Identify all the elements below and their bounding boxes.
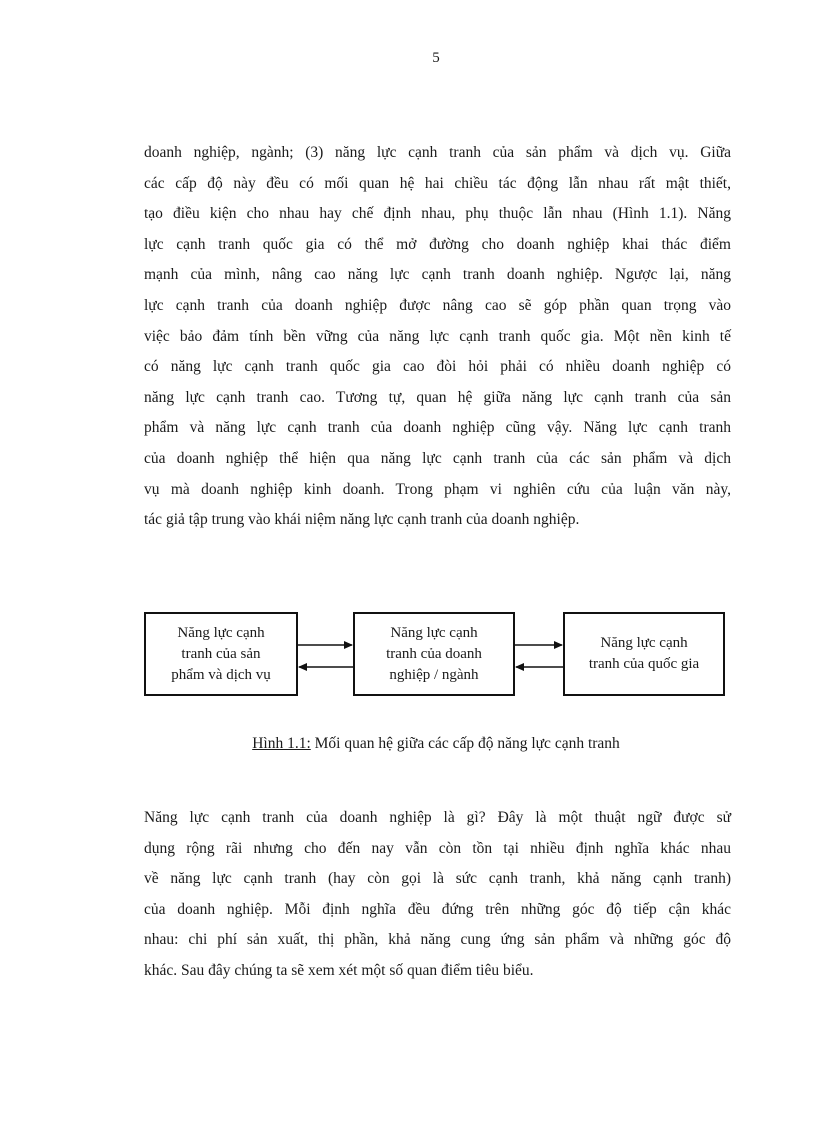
diagram-box-product-competitiveness — [144, 612, 298, 696]
text-line: phẩm và năng lực cạnh tranh của doanh nghiệp cũng vậy. Năng lực cạnh tranh — [144, 419, 731, 437]
text-line: các cấp độ này đều có mối quan hệ hai chiều tác động lẫn nhau rất mật thiết, — [144, 174, 731, 192]
figure-caption-label: Hình 1.1: — [252, 735, 311, 752]
diagram-box-enterprise-competitiveness — [353, 612, 515, 696]
text-line: tạo điều kiện cho nhau hay chế định nhau, phụ thuộc lẫn nhau (Hình 1.1). Năng — [144, 205, 731, 223]
text-line: nhau: chi phí sản xuất, thị phần, khả năng cung ứng sản phẩm và những góc độ — [144, 931, 731, 949]
figure-caption-text: Mối quan hệ giữa các cấp độ năng lực cạnh tranh — [310, 735, 620, 752]
text-line: việc bảo đảm tính bền vững của năng lực cạnh tranh quốc gia. Một nền kinh tế — [144, 327, 731, 345]
page-number: 5 — [432, 50, 440, 66]
text-line: năng lực cạnh tranh cao. Tương tự, quan hệ giữa năng lực cạnh tranh của sản — [144, 388, 731, 406]
text-line: tác giả tập trung vào khái niệm năng lực cạnh tranh của doanh nghiệp. — [144, 511, 580, 529]
text-line: có năng lực cạnh tranh quốc gia cao đòi hỏi phải có nhiều doanh nghiệp có — [144, 358, 731, 376]
text-line: dụng rộng rãi nhưng cho đến nay vẫn còn tồn tại nhiều định nghĩa khác nhau — [144, 839, 731, 857]
text-line: lực cạnh tranh quốc gia có thể mở đường cho doanh nghiệp khai thác điểm — [144, 235, 731, 253]
body-paragraph-1 — [144, 138, 731, 536]
diagram-box-national-competitiveness — [563, 612, 725, 696]
text-line: Năng lực cạnh tranh của doanh nghiệp là gì? Đây là một thuật ngữ được sử — [144, 809, 731, 826]
text-line: lực cạnh tranh của doanh nghiệp được nâng cao sẽ góp phần quan trọng vào — [144, 296, 731, 314]
figure-caption — [0, 735, 816, 753]
text-line: của doanh nghiệp thể hiện qua năng lực cạnh tranh của các sản phẩm và dịch — [144, 449, 731, 467]
text-line: khác. Sau đây chúng ta sẽ xem xét một số quan điểm tiêu biểu. — [144, 961, 534, 979]
box-label-enterprise: Năng lực cạnh tranh của doanh nghiệp / ngành — [386, 624, 482, 683]
body-paragraph-2 — [144, 803, 731, 987]
box-label-national: Năng lực cạnh tranh của quốc gia — [588, 635, 700, 672]
text-line: của doanh nghiệp. Mỗi định nghĩa đều đứng trên những góc độ tiếp cận khác — [144, 900, 731, 918]
text-line: mạnh của mình, nâng cao năng lực cạnh tranh doanh nghiệp. Ngược lại, năng — [144, 266, 731, 284]
text-line: doanh nghiệp, ngành; (3) năng lực cạnh tranh của sản phẩm và dịch vụ. Giữa — [144, 144, 731, 161]
text-line: vụ mà doanh nghiệp kinh doanh. Trong phạm vi nghiên cứu của luận văn này, — [144, 480, 731, 498]
box-label-product: Năng lực cạnh tranh của sản phẩm và dịch vụ — [171, 624, 271, 683]
text-line: về năng lực cạnh tranh (hay còn gọi là sức cạnh tranh, khả năng cạnh tranh) — [144, 870, 731, 888]
